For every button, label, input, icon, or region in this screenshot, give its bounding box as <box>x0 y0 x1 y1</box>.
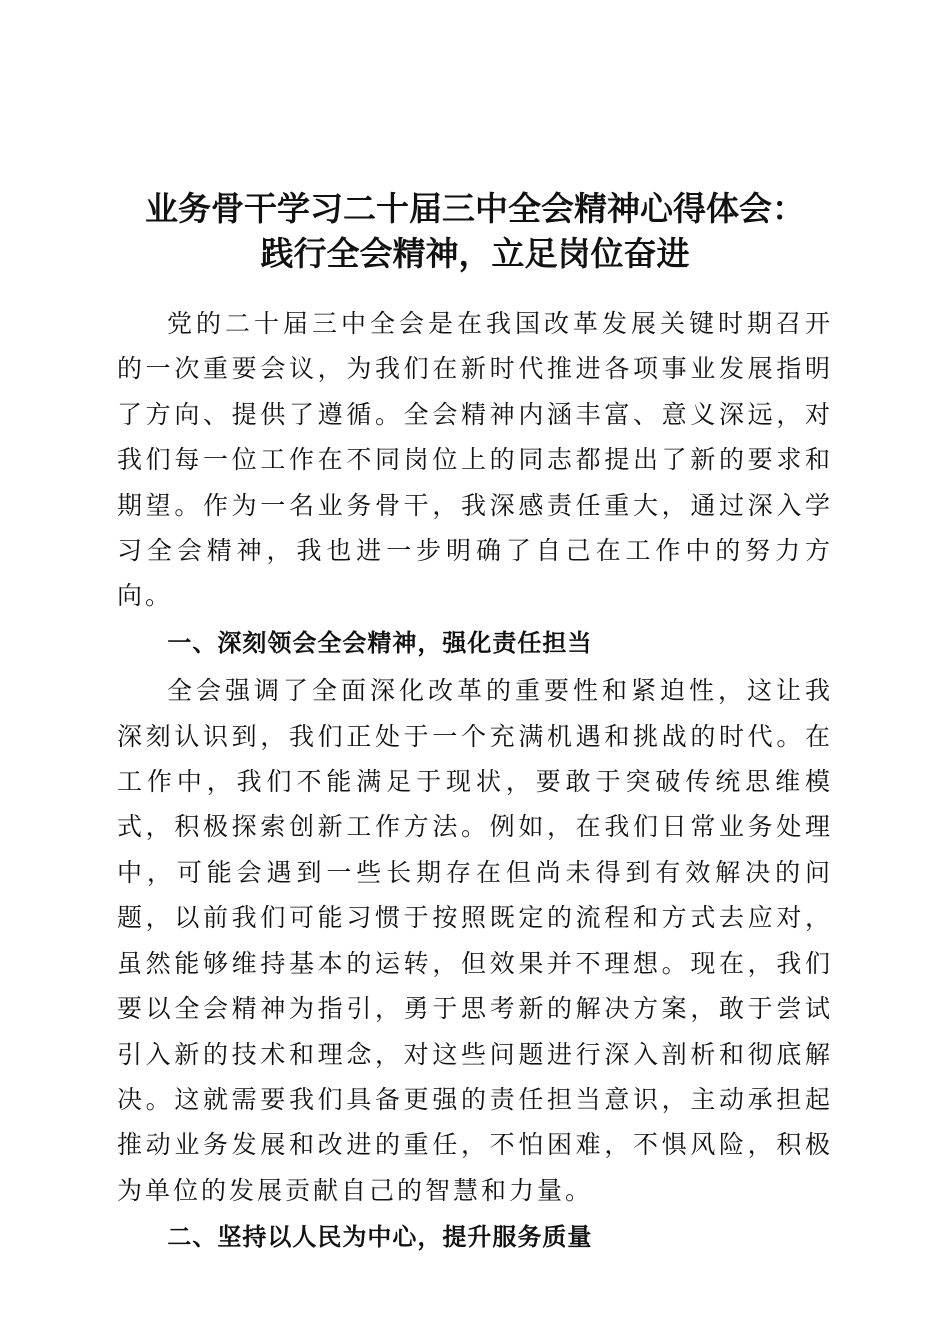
section-1-heading: 一、深刻领会全会精神，强化责任担当 <box>167 628 593 657</box>
document-body <box>117 301 833 1263</box>
document-page <box>117 186 833 1263</box>
section-2-heading: 二、坚持以人民为中心，提升服务质量 <box>167 1223 593 1252</box>
title-line-2: 践行全会精神，立足岗位奋进 <box>260 234 690 273</box>
document-title <box>117 186 833 276</box>
intro-paragraph: 党的二十届三中全会是在我国改革发展关键时期召开的一次重要会议，为我们在新时代推进各项事业发展指明了方向、提供了遵循。全会精神内涵丰富、意义深远，对我们每一位工作在不同岗位上的同志都提出了新的要求和期望。作为一名业务骨干，我深感责任重大，通过深入学习全会精神，我也进一步明确了自己在工作中的努力方向。 <box>117 309 833 611</box>
section-1-paragraph: 全会强调了全面深化改革的重要性和紧迫性，这让我深刻认识到，我们正处于一个充满机遇和挑战的时代。在工作中，我们不能满足于现状，要敢于突破传统思维模式，积极探索创新工作方法。例如，在我们日常业务处理中，可能会遇到一些长期存在但尚未得到有效解决的问题，以前我们可能习惯于按照既定的流程和方式去应对，虽然能够维持基本的运转，但效果并不理想。现在，我们要以全会精神为指引，勇于思考新的解决方案，敢于尝试引入新的技术和理念，对这些问题进行深入剖析和彻底解决。这就需要我们具备更强的责任担当意识，主动承担起推动业务发展和改进的重任，不怕困难，不惧风险，积极为单位的发展贡献自己的智慧和力量。 <box>117 676 833 1205</box>
title-line-1: 业务骨干学习二十届三中全会精神心得体会： <box>145 189 805 228</box>
